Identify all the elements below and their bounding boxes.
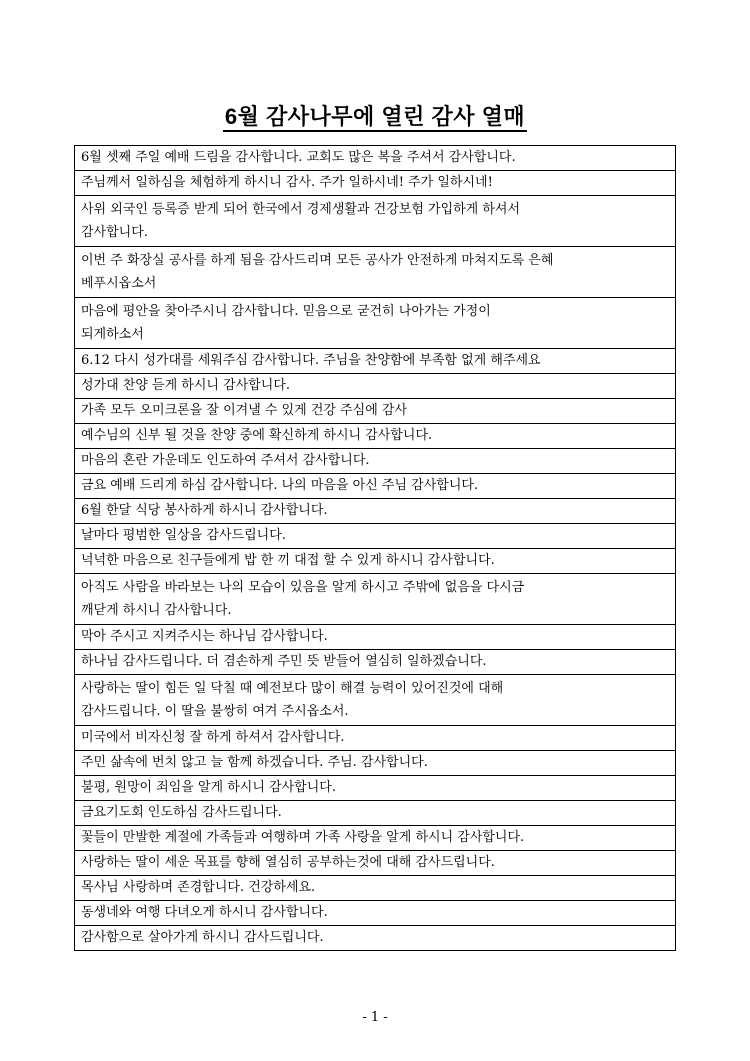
gratitude-item: 6월 셋째 주일 예배 드림을 감사합니다. 교회도 많은 복을 주셔서 감사합니다. — [75, 146, 676, 171]
gratitude-item: 금요기도회 인도하심 감사드립니다. — [75, 801, 676, 826]
table-row — [75, 650, 676, 675]
page-number: - 1 - — [362, 1010, 388, 1025]
table-row — [75, 247, 676, 298]
table-row — [75, 399, 676, 424]
page-title: 6월 감사나무에 열린 감사 열매 — [223, 104, 527, 132]
table-row — [75, 726, 676, 751]
gratitude-item: 막아 주시고 지켜주시는 하나님 감사합니다. — [75, 625, 676, 650]
gratitude-table — [74, 145, 676, 951]
table-row — [75, 851, 676, 876]
gratitude-item: 동생네와 여행 다녀오게 하시니 감사합니다. — [75, 901, 676, 926]
table-row — [75, 449, 676, 474]
gratitude-item: 아직도 사람을 바라보는 나의 모습이 있음을 알게 하시고 주밖에 없음을 다시금 깨닫게 하시니 감사합니다. — [75, 574, 676, 625]
gratitude-item: 사랑하는 딸이 힘든 일 닥칠 때 예전보다 많이 해결 능력이 있어진것에 대해 감사드립니다. 이 딸을 불쌍히 여겨 주시옵소서. — [75, 675, 676, 726]
table-row — [75, 675, 676, 726]
table-row — [75, 474, 676, 499]
gratitude-item: 꽃들이 만발한 계절에 가족들과 여행하며 가족 사랑을 알게 하시니 감사합니다. — [75, 826, 676, 851]
gratitude-item: 주님께서 일하심을 체험하게 하시니 감사. 주가 일하시네! 주가 일하시네! — [75, 171, 676, 196]
gratitude-item: 예수님의 신부 될 것을 찬양 중에 확신하게 하시니 감사합니다. — [75, 424, 676, 449]
gratitude-item: 날마다 평범한 일상을 감사드립니다. — [75, 524, 676, 549]
table-row — [75, 826, 676, 851]
table-row — [75, 901, 676, 926]
gratitude-item: 성가대 찬양 듣게 하시니 감사합니다. — [75, 374, 676, 399]
table-row — [75, 349, 676, 374]
gratitude-item: 6.12 다시 성가대를 세워주심 감사합니다. 주님을 찬양함에 부족함 없게 해주세요 — [75, 349, 676, 374]
gratitude-item: 목사님 사랑하며 존경합니다. 건강하세요. — [75, 876, 676, 901]
gratitude-item: 6월 한달 식당 봉사하게 하시니 감사합니다. — [75, 499, 676, 524]
table-row — [75, 171, 676, 196]
table-row — [75, 298, 676, 349]
table-row — [75, 146, 676, 171]
gratitude-item: 하나님 감사드립니다. 더 겸손하게 주민 뜻 받들어 열심히 일하겠습니다. — [75, 650, 676, 675]
gratitude-item: 감사함으로 살아가게 하시니 감사드립니다. — [75, 926, 676, 951]
gratitude-item: 미국에서 비자신청 잘 하게 하셔서 감사합니다. — [75, 726, 676, 751]
gratitude-item: 사위 외국인 등록증 받게 되어 한국에서 경제생활과 건강보험 가입하게 하셔서 감사합니다. — [75, 196, 676, 247]
gratitude-item: 사랑하는 딸이 세운 목표를 향해 열심히 공부하는것에 대해 감사드립니다. — [75, 851, 676, 876]
gratitude-item: 주민 삶속에 번치 않고 늘 함께 하겠습니다. 주님. 감사합니다. — [75, 751, 676, 776]
gratitude-item: 이번 주 화장실 공사를 하게 됨을 감사드리며 모든 공사가 안전하게 마쳐지도록 은혜 베푸시옵소서 — [75, 247, 676, 298]
table-row — [75, 801, 676, 826]
table-row — [75, 625, 676, 650]
table-row — [75, 549, 676, 574]
gratitude-item: 넉넉한 마음으로 친구들에게 밥 한 끼 대접 할 수 있게 하시니 감사합니다. — [75, 549, 676, 574]
table-row — [75, 424, 676, 449]
table-row — [75, 374, 676, 399]
table-row — [75, 499, 676, 524]
table-row — [75, 876, 676, 901]
gratitude-item: 금요 예배 드리게 하심 감사합니다. 나의 마음을 아신 주님 감사합니다. — [75, 474, 676, 499]
gratitude-item: 마음의 혼란 가운데도 인도하여 주셔서 감사합니다. — [75, 449, 676, 474]
gratitude-item: 마음에 평안을 찾아주시니 감사합니다. 믿음으로 굳건히 나아가는 가정이 되게하소서 — [75, 298, 676, 349]
document-title-block — [0, 100, 750, 131]
table-row — [75, 196, 676, 247]
gratitude-item: 가족 모두 오미크론을 잘 이겨낼 수 있게 건강 주심에 감사 — [75, 399, 676, 424]
gratitude-item: 불평, 원망이 죄임을 알게 하시니 감사합니다. — [75, 776, 676, 801]
table-row — [75, 524, 676, 549]
table-row — [75, 751, 676, 776]
table-row — [75, 776, 676, 801]
table-row — [75, 926, 676, 951]
table-row — [75, 574, 676, 625]
